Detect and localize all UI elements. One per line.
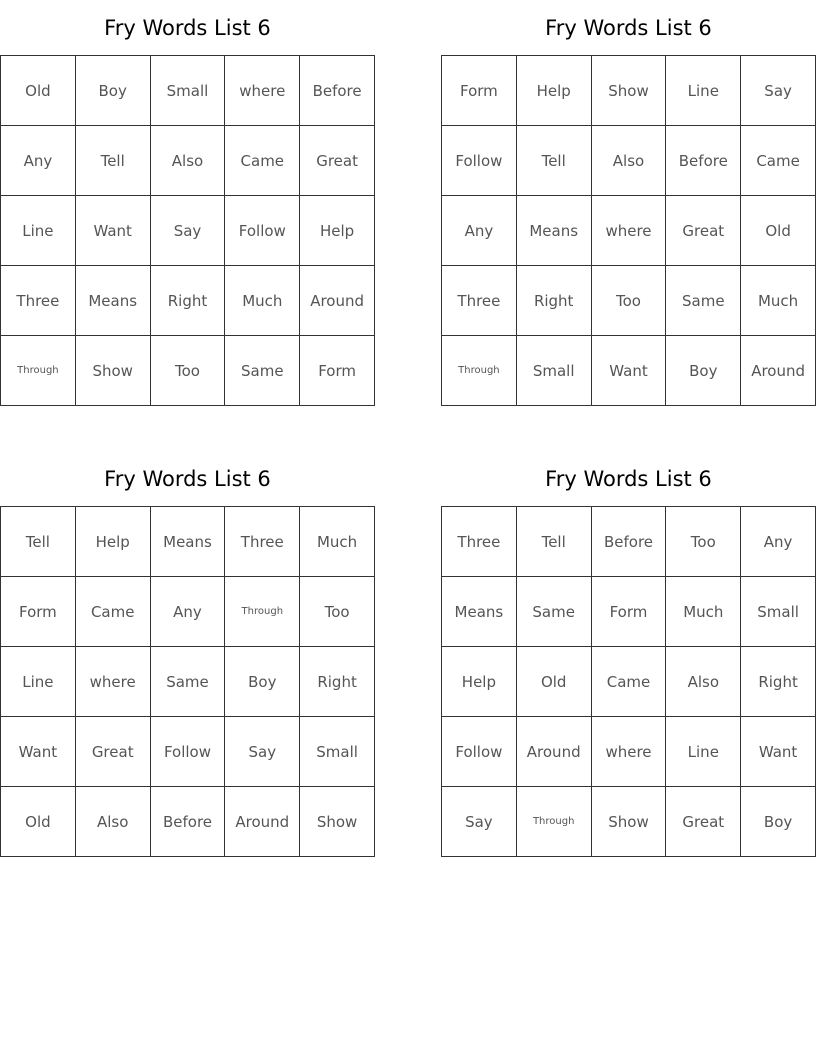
word-cell: Line bbox=[1, 647, 76, 717]
card-title: Fry Words List 6 bbox=[104, 16, 271, 40]
word-cell: Small bbox=[741, 577, 816, 647]
word-cell: Came bbox=[225, 126, 300, 196]
word-cell: Any bbox=[1, 126, 76, 196]
word-cell: Old bbox=[741, 196, 816, 266]
word-cell: Much bbox=[666, 577, 741, 647]
word-cell: Follow bbox=[442, 126, 517, 196]
word-cell: Means bbox=[517, 196, 592, 266]
word-cell: Great bbox=[76, 717, 151, 787]
word-cell: Follow bbox=[225, 196, 300, 266]
bingo-card-3 bbox=[0, 451, 375, 857]
word-cell: Tell bbox=[517, 507, 592, 577]
word-cell: Too bbox=[151, 336, 226, 406]
word-cell: Want bbox=[741, 717, 816, 787]
word-cell: Same bbox=[666, 266, 741, 336]
word-cell: Old bbox=[1, 787, 76, 857]
word-cell: Three bbox=[442, 266, 517, 336]
word-cell: Means bbox=[76, 266, 151, 336]
word-grid bbox=[441, 55, 816, 406]
word-cell: Any bbox=[442, 196, 517, 266]
word-cell: Also bbox=[76, 787, 151, 857]
word-cell: where bbox=[225, 56, 300, 126]
word-cell: Any bbox=[151, 577, 226, 647]
word-cell: Much bbox=[225, 266, 300, 336]
word-cell: Small bbox=[300, 717, 375, 787]
word-cell: Form bbox=[592, 577, 667, 647]
word-cell: Too bbox=[300, 577, 375, 647]
word-cell: Boy bbox=[741, 787, 816, 857]
word-cell: Want bbox=[592, 336, 667, 406]
word-cell: Same bbox=[225, 336, 300, 406]
word-cell: Right bbox=[300, 647, 375, 717]
word-cell: Through bbox=[517, 787, 592, 857]
word-cell: Help bbox=[442, 647, 517, 717]
bingo-card-2 bbox=[441, 0, 816, 406]
word-cell: Much bbox=[300, 507, 375, 577]
word-cell: Right bbox=[741, 647, 816, 717]
word-cell: Came bbox=[741, 126, 816, 196]
word-cell: Same bbox=[151, 647, 226, 717]
word-cell: Around bbox=[300, 266, 375, 336]
word-cell: Too bbox=[592, 266, 667, 336]
word-cell: Small bbox=[517, 336, 592, 406]
word-cell: where bbox=[76, 647, 151, 717]
word-cell: Boy bbox=[225, 647, 300, 717]
word-cell: Line bbox=[1, 196, 76, 266]
word-cell: Form bbox=[442, 56, 517, 126]
word-cell: Around bbox=[517, 717, 592, 787]
word-cell: Three bbox=[442, 507, 517, 577]
word-cell: Came bbox=[76, 577, 151, 647]
word-cell: Follow bbox=[442, 717, 517, 787]
word-cell: Too bbox=[666, 507, 741, 577]
word-cell: Three bbox=[225, 507, 300, 577]
bingo-card-1 bbox=[0, 0, 375, 406]
word-cell: Right bbox=[517, 266, 592, 336]
word-cell: Came bbox=[592, 647, 667, 717]
word-cell: Help bbox=[517, 56, 592, 126]
word-cell: Much bbox=[741, 266, 816, 336]
word-cell: Three bbox=[1, 266, 76, 336]
word-cell: Help bbox=[76, 507, 151, 577]
word-cell: Tell bbox=[76, 126, 151, 196]
word-cell: Want bbox=[76, 196, 151, 266]
word-cell: Show bbox=[592, 56, 667, 126]
word-cell: Before bbox=[300, 56, 375, 126]
word-cell: Around bbox=[225, 787, 300, 857]
word-cell: Through bbox=[225, 577, 300, 647]
word-cell: Line bbox=[666, 717, 741, 787]
word-cell: Old bbox=[517, 647, 592, 717]
word-cell: Means bbox=[151, 507, 226, 577]
word-cell: Means bbox=[442, 577, 517, 647]
word-cell: Tell bbox=[517, 126, 592, 196]
word-cell: Small bbox=[151, 56, 226, 126]
word-cell: Also bbox=[151, 126, 226, 196]
word-cell: where bbox=[592, 196, 667, 266]
card-title: Fry Words List 6 bbox=[545, 16, 712, 40]
word-cell: Through bbox=[1, 336, 76, 406]
word-cell: Help bbox=[300, 196, 375, 266]
word-cell: Say bbox=[225, 717, 300, 787]
word-cell: Show bbox=[76, 336, 151, 406]
word-cell: Show bbox=[300, 787, 375, 857]
word-cell: Boy bbox=[76, 56, 151, 126]
bingo-card-4 bbox=[441, 451, 816, 857]
word-cell: Also bbox=[666, 647, 741, 717]
word-cell: Before bbox=[666, 126, 741, 196]
word-cell: Follow bbox=[151, 717, 226, 787]
word-cell: Before bbox=[151, 787, 226, 857]
word-cell: Form bbox=[1, 577, 76, 647]
word-cell: Say bbox=[442, 787, 517, 857]
word-cell: Old bbox=[1, 56, 76, 126]
word-cell: Tell bbox=[1, 507, 76, 577]
card-title: Fry Words List 6 bbox=[104, 467, 271, 491]
word-cell: Show bbox=[592, 787, 667, 857]
word-cell: Great bbox=[666, 787, 741, 857]
word-cell: where bbox=[592, 717, 667, 787]
word-cell: Great bbox=[300, 126, 375, 196]
word-cell: Before bbox=[592, 507, 667, 577]
word-grid bbox=[0, 506, 375, 857]
word-cell: Say bbox=[151, 196, 226, 266]
word-cell: Any bbox=[741, 507, 816, 577]
word-cell: Right bbox=[151, 266, 226, 336]
card-title: Fry Words List 6 bbox=[545, 467, 712, 491]
word-cell: Around bbox=[741, 336, 816, 406]
word-cell: Want bbox=[1, 717, 76, 787]
word-grid bbox=[0, 55, 375, 406]
word-cell: Same bbox=[517, 577, 592, 647]
word-cell: Also bbox=[592, 126, 667, 196]
word-cell: Through bbox=[442, 336, 517, 406]
word-cell: Line bbox=[666, 56, 741, 126]
word-grid bbox=[441, 506, 816, 857]
word-cell: Great bbox=[666, 196, 741, 266]
word-cell: Boy bbox=[666, 336, 741, 406]
word-cell: Form bbox=[300, 336, 375, 406]
word-cell: Say bbox=[741, 56, 816, 126]
